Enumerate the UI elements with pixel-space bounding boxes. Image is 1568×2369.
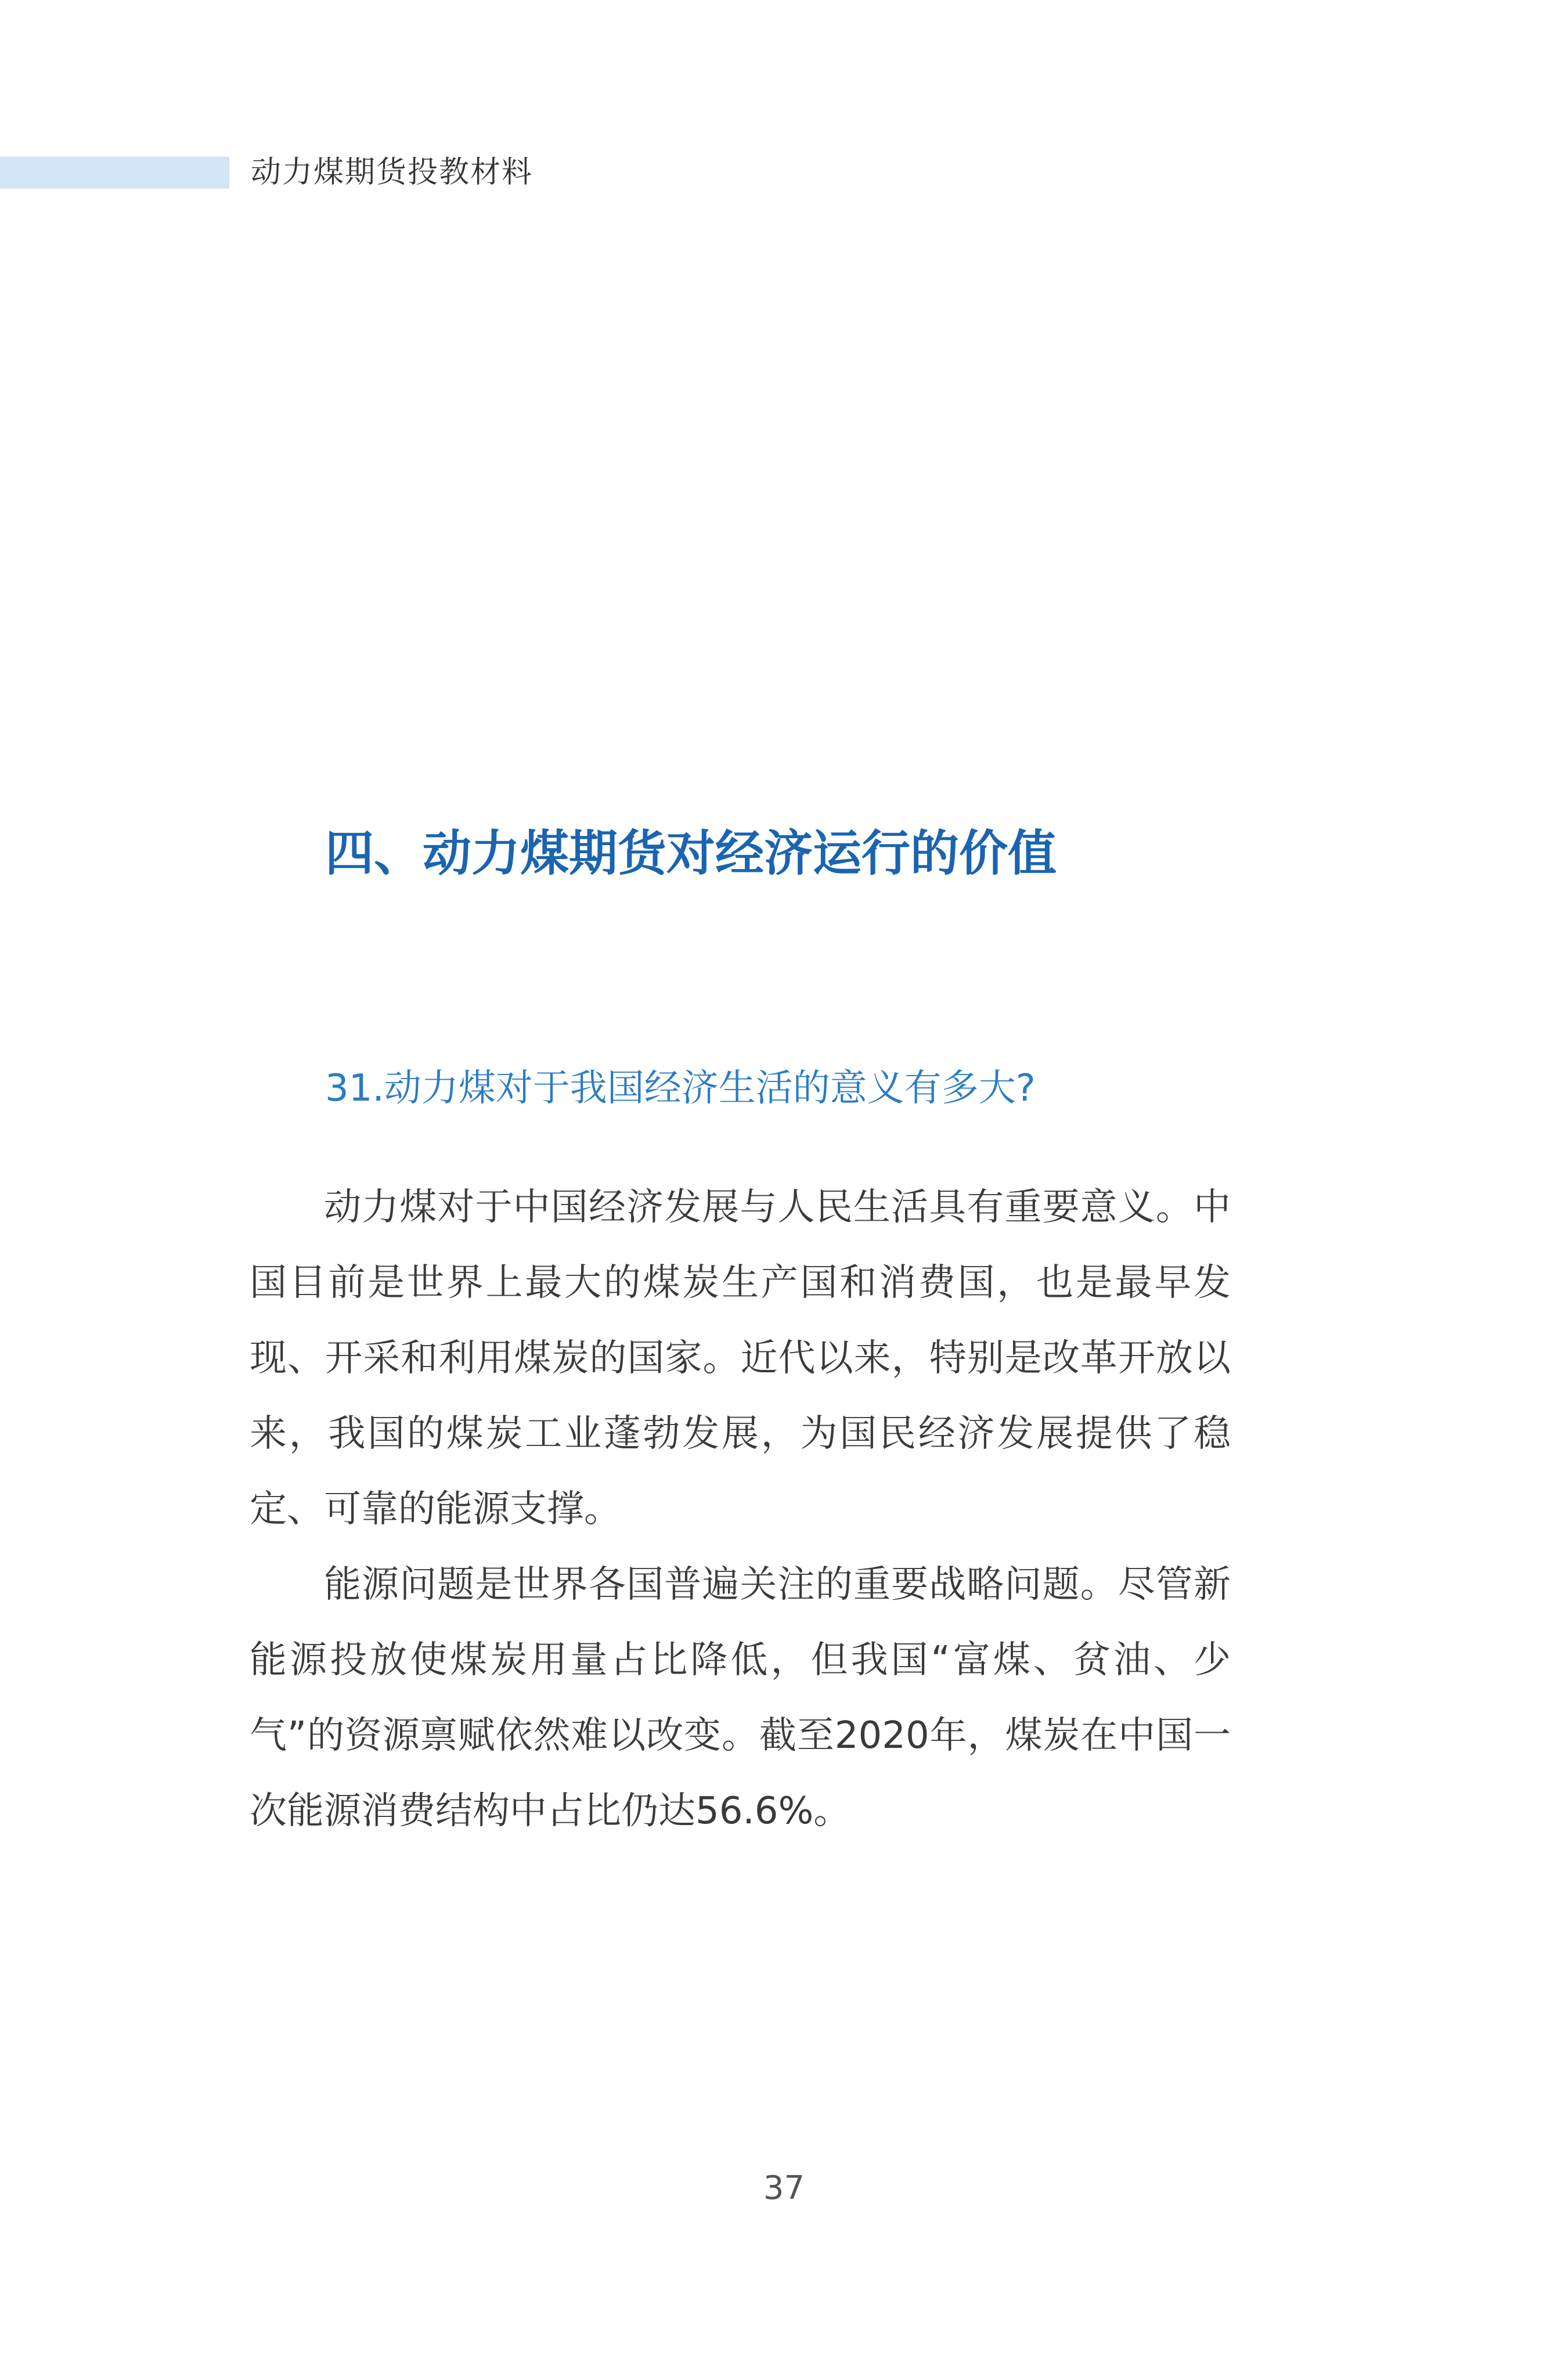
paragraph: 能源问题是世界各国普遍关注的重要战略问题。尽管新能源投放使煤炭用量占比降低，但我国“富煤、贫油、少气”的资源禀赋依然难以改变。截至2020年，煤炭在中国一次能源消费结构中占比仍达56.6%。	[250, 1563, 1231, 1833]
running-header: 动力煤期货投教材料	[251, 155, 534, 190]
body-text	[250, 1170, 1231, 1849]
page-number: 37	[763, 2169, 805, 2207]
paragraph: 动力煤对于中国经济发展与人民生活具有重要意义。中国目前是世界上最大的煤炭生产国和消费国，也是最早发现、开采和利用煤炭的国家。近代以来，特别是改革开放以来，我国的煤炭工业蓬勃发展，为国民经济发展提供了稳定、可靠的能源支撑。	[250, 1186, 1231, 1531]
section-question: 31.动力煤对于我国经济生活的意义有多大?	[325, 1067, 1036, 1110]
header-accent-bar	[0, 157, 229, 189]
chapter-title: 四、动力煤期货对经济运行的价值	[325, 825, 1057, 882]
